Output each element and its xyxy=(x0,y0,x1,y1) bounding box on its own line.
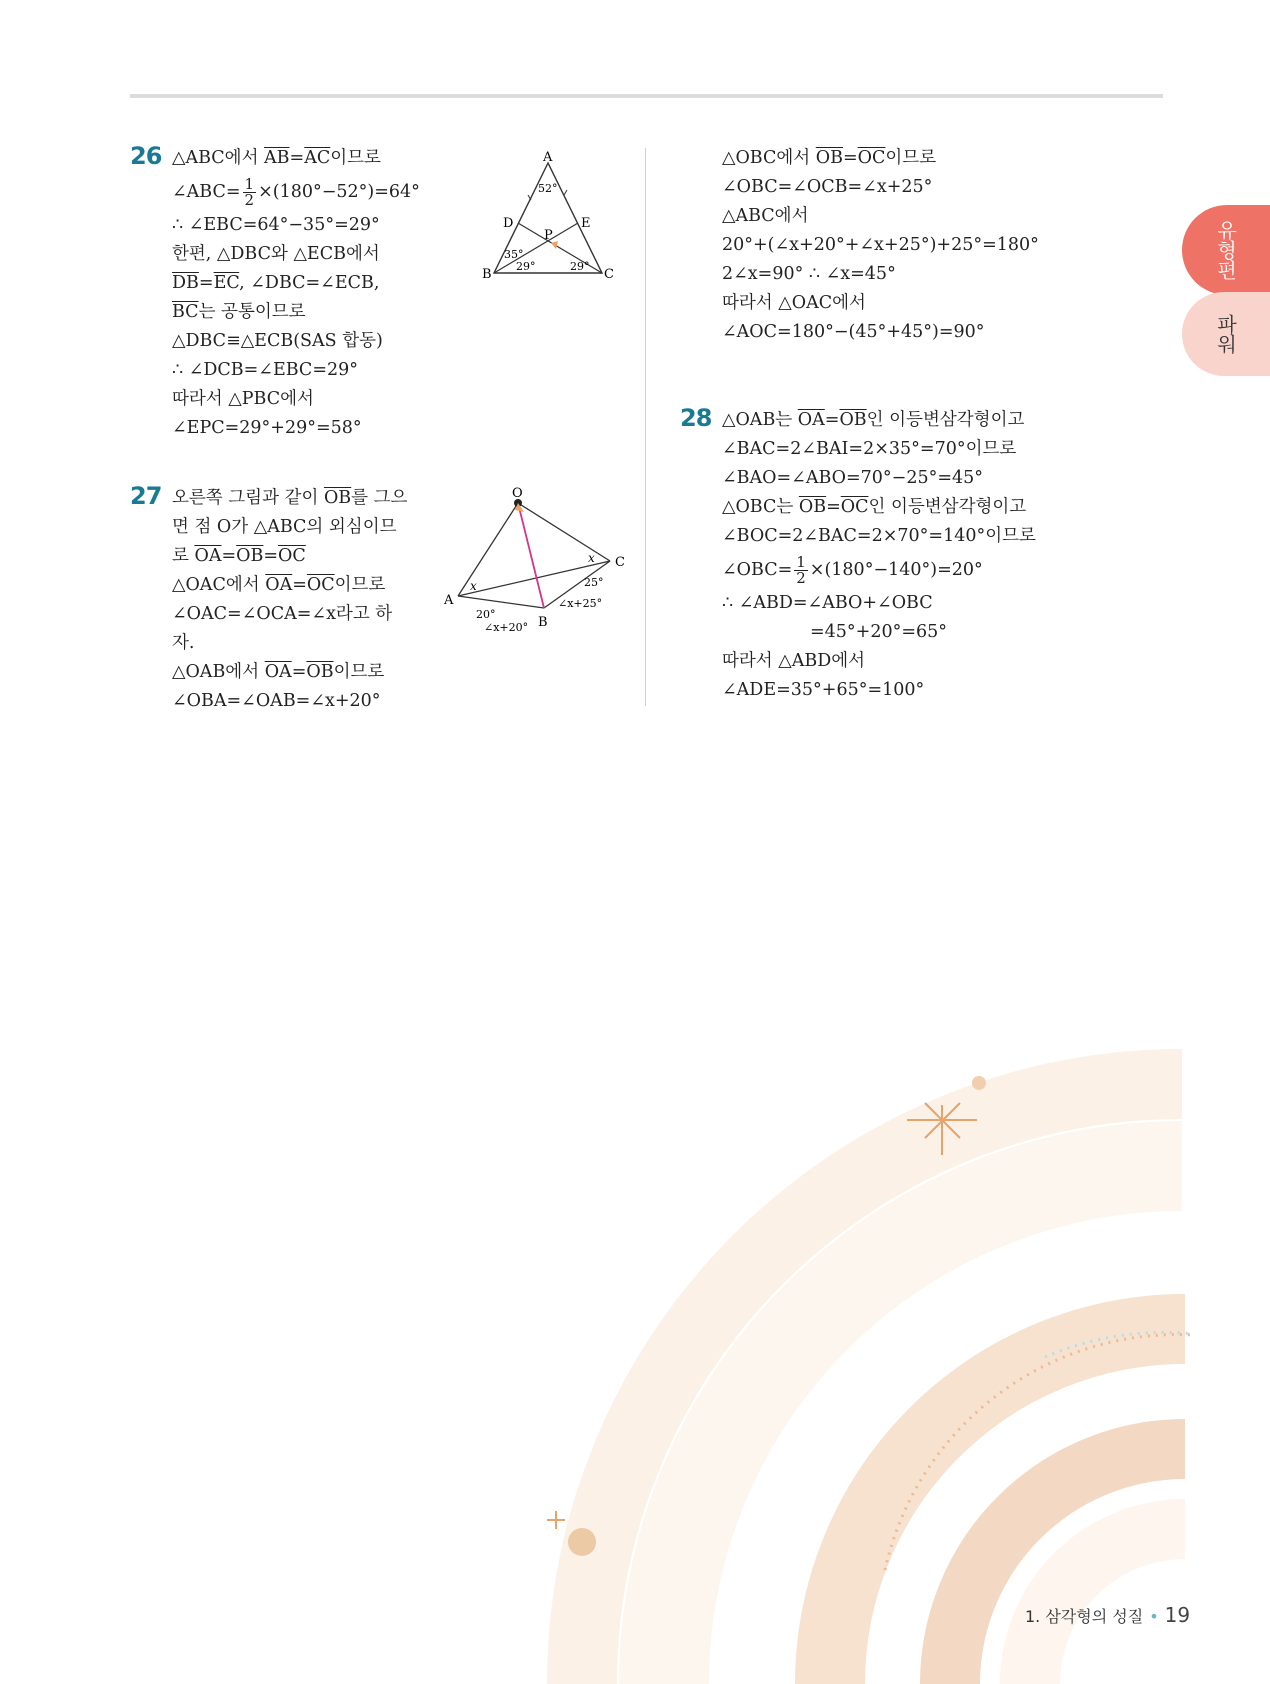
page-number: 19 xyxy=(1164,1603,1191,1627)
label-O: O xyxy=(512,486,523,501)
line: ∠OBA=∠OAB=∠x+20° xyxy=(172,691,381,711)
line: $\overline{DB}=\overline{EC}$, ∠DBC=∠ECB, xyxy=(172,273,380,293)
line: △ABC에서 $\overline{AB}=\overline{AC}$이므로 xyxy=(172,148,381,168)
label-A: A xyxy=(444,593,454,608)
line: ∠OAC=∠OCA=∠x라고 하 xyxy=(172,604,393,624)
angle-label: 35° xyxy=(504,248,524,261)
line: 로 $\overline{OA}=\overline{OB}=\overline{OC}$ xyxy=(172,546,306,566)
label-C: C xyxy=(615,555,625,570)
decor-dot xyxy=(972,1076,986,1090)
solution-text xyxy=(722,406,1036,705)
line: 따라서 △ABD에서 xyxy=(722,651,866,671)
tab-power[interactable]: 파워 xyxy=(1182,292,1270,376)
line: 오른쪽 그림과 같이 $\overline{OB}$를 그으 xyxy=(172,488,408,508)
angle-label: 29° xyxy=(516,260,536,273)
line: =45°+20°=65° xyxy=(810,622,948,642)
line: $\overline{BC}$는 공통이므로 xyxy=(172,302,306,322)
line: ∠BOC=2∠BAC=2×70°=140°이므로 xyxy=(722,526,1036,546)
angle-label: 29° xyxy=(570,260,590,273)
line: △OAB에서 $\overline{OA}=\overline{OB}$이므로 xyxy=(172,662,385,682)
plus-icon xyxy=(547,1511,565,1529)
angle-label: 25° xyxy=(584,576,604,589)
line: 따라서 △OAC에서 xyxy=(722,293,866,313)
angle-label: x xyxy=(470,579,477,593)
problem-number: 27 xyxy=(130,482,162,510)
line: ∠BAC=2∠BAI=2×35°=70°이므로 xyxy=(722,439,1017,459)
solution-text xyxy=(172,144,420,443)
label-P: P xyxy=(544,228,553,243)
line: 따라서 △PBC에서 xyxy=(172,389,314,409)
triangle-figure-26 xyxy=(478,145,618,285)
line: ∠OBC=∠OCB=∠x+25° xyxy=(722,177,933,197)
angle-label: 52° xyxy=(538,182,558,195)
line: ∴ ∠ABD=∠ABO+∠OBC xyxy=(722,593,933,613)
label-B: B xyxy=(482,267,492,282)
line: △ABC에서 xyxy=(722,206,809,226)
line: △DBC≡△ECB(SAS 합동) xyxy=(172,331,383,351)
line: 면 점 O가 △ABC의 외심이므 xyxy=(172,517,397,537)
line: ∠BAO=∠ABO=70°−25°=45° xyxy=(722,468,984,488)
top-rule xyxy=(130,94,1163,98)
solution-text xyxy=(172,484,407,716)
fraction: $\frac{1}{2}$ xyxy=(796,553,806,587)
chapter-title: 1. 삼각형의 성질 xyxy=(1025,1607,1144,1626)
fraction: $\frac{1}{2}$ xyxy=(244,175,255,209)
line: ∠OBC= $\frac{1}{2}$ ×(180°−140°)=20° xyxy=(722,553,983,587)
label-D: D xyxy=(503,216,514,231)
angle-label: 20° xyxy=(476,608,496,621)
problem-number: 26 xyxy=(130,142,162,170)
label-B: B xyxy=(538,615,548,630)
line: ∠EPC=29°+29°=58° xyxy=(172,418,362,438)
line: △OAC에서 $\overline{OA}=\overline{OC}$이므로 xyxy=(172,575,386,595)
line: ∴ ∠EBC=64°−35°=29° xyxy=(172,215,380,235)
line: 20°+(∠x+20°+∠x+25°)+25°=180° xyxy=(722,235,1039,255)
solution-text xyxy=(722,144,1039,347)
line: 2∠x=90° ∴ ∠x=45° xyxy=(722,264,896,284)
circumcenter-figure-27 xyxy=(438,484,638,634)
line: ∠ABC= $\frac{1}{2}$ ×(180°−52°)=64° xyxy=(172,175,420,209)
angle-label: ∠x+20° xyxy=(484,621,529,634)
line: △OBC는 $\overline{OB}=\overline{OC}$인 이등변삼각형이고 xyxy=(722,497,1027,517)
label-E: E xyxy=(581,216,591,231)
line: ∠AOC=180°−(45°+45°)=90° xyxy=(722,322,985,342)
line: 자. xyxy=(172,633,195,653)
line: △OBC에서 $\overline{OB}=\overline{OC}$이므로 xyxy=(722,148,937,168)
page-footer: 1. 삼각형의 성질 • 19 xyxy=(1025,1603,1191,1627)
angle-label: ∠x+25° xyxy=(558,597,603,610)
line: 한편, △DBC와 △ECB에서 xyxy=(172,244,380,264)
label-C: C xyxy=(604,267,614,282)
line: ∠ADE=35°+65°=100° xyxy=(722,680,925,700)
angle-label: x xyxy=(588,551,595,565)
line: △OAB는 $\overline{OA}=\overline{OB}$인 이등변삼각형이고 xyxy=(722,410,1025,430)
label-A: A xyxy=(543,150,553,165)
problem-number: 28 xyxy=(680,404,712,432)
decor-dot xyxy=(568,1528,596,1556)
line: ∴ ∠DCB=∠EBC=29° xyxy=(172,360,358,380)
column-divider xyxy=(645,148,646,706)
tab-type-section[interactable]: 유형편 xyxy=(1182,205,1270,295)
